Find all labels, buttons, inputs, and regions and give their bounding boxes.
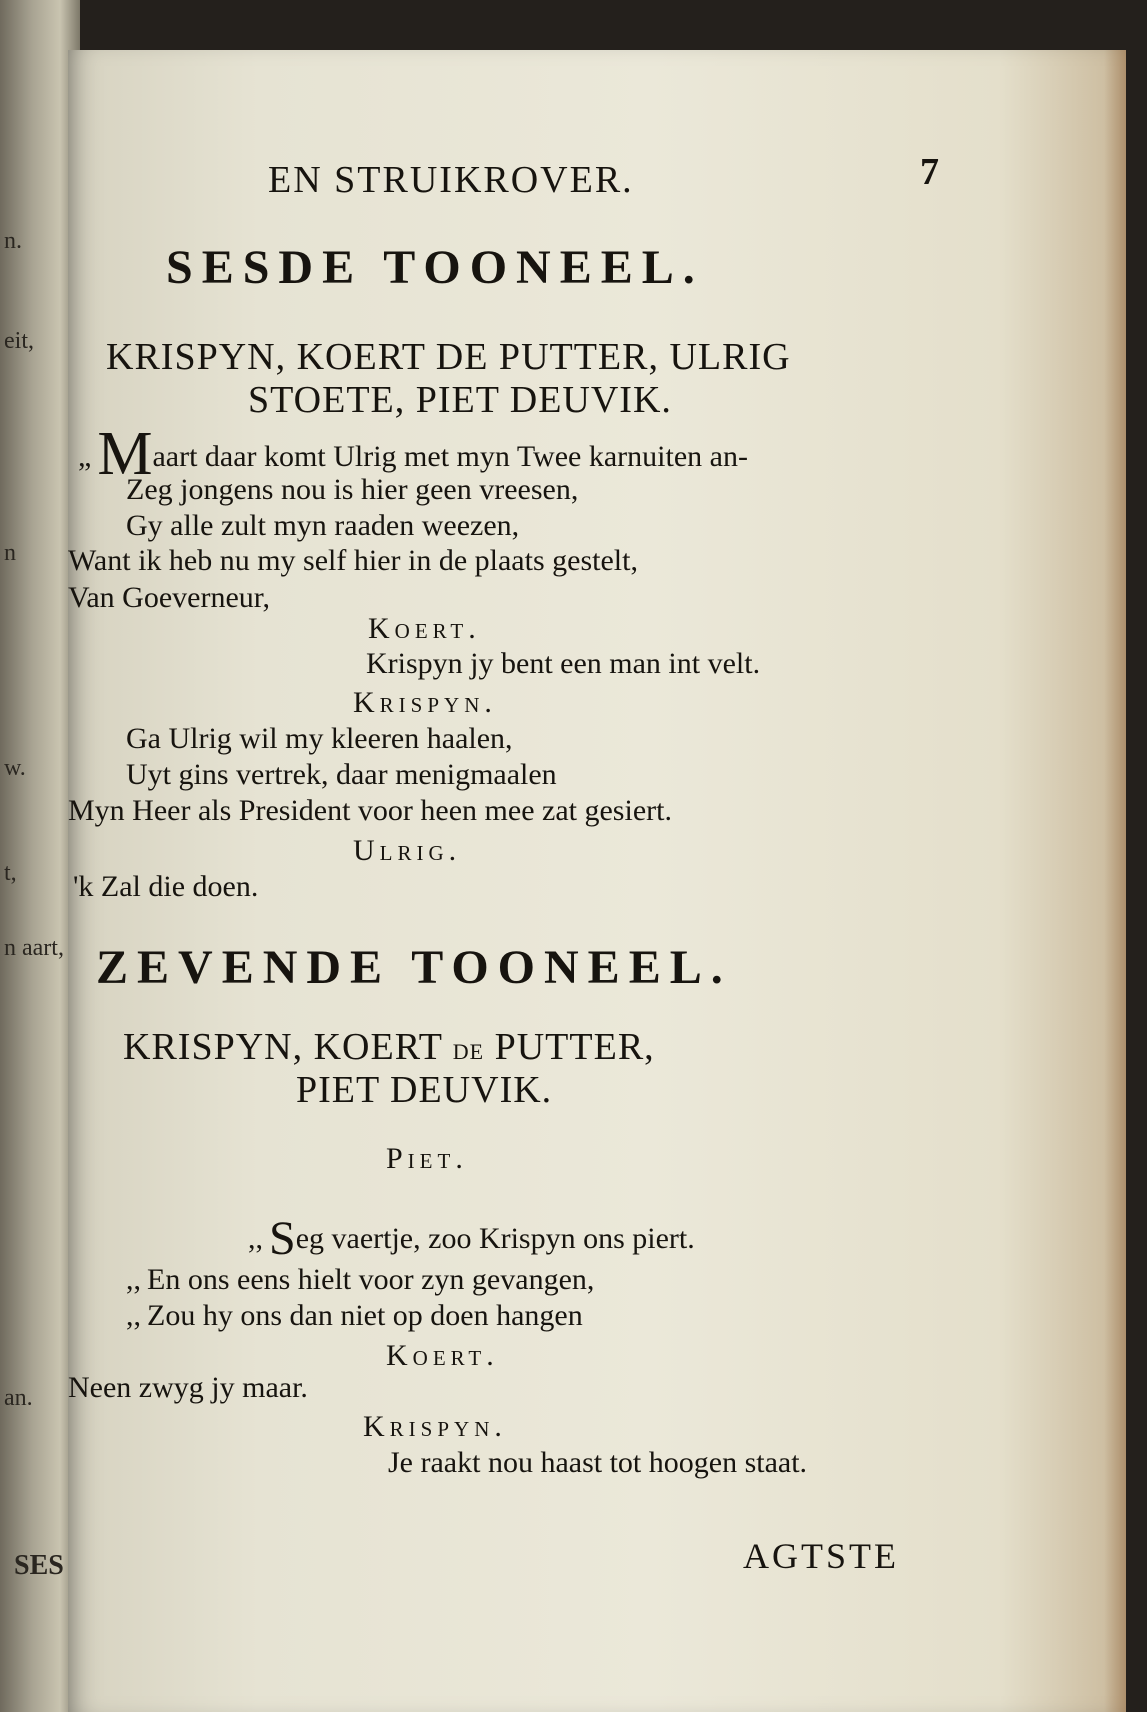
verse-text: eg vaertje, zoo Krispyn ons piert. <box>295 1222 695 1255</box>
facing-page-catchword: SES <box>14 1550 64 1581</box>
verse-line: Krispyn jy bent een man int velt. <box>366 647 761 680</box>
book-page <box>68 50 1126 1712</box>
margin-fragment: n aart, <box>4 935 64 961</box>
verse-line <box>126 1263 594 1297</box>
margin-fragment: eit, <box>4 328 34 354</box>
initial-letter: M <box>97 420 153 488</box>
verse-line: Van Goeverneur, <box>68 581 271 614</box>
cast-line: KRISPYN, KOERT DE PUTTER, ULRIG <box>106 336 791 378</box>
quote-mark: ,, <box>248 1222 263 1255</box>
cast-names: KRISPYN, KOERT <box>123 1026 443 1068</box>
cast-line <box>123 1025 655 1069</box>
speaker-name: Krispyn. <box>363 1410 507 1443</box>
cast-names: PUTTER, <box>494 1026 655 1068</box>
margin-fragment: w. <box>4 755 26 781</box>
speaker-name: Krispyn. <box>353 686 497 719</box>
margin-fragment: n <box>4 540 16 566</box>
page-number: 7 <box>920 151 939 193</box>
page-edge-stain <box>1104 50 1126 1712</box>
speaker-name: Piet. <box>386 1142 468 1175</box>
initial-letter: S <box>269 1212 296 1265</box>
speaker-name: Koert. <box>368 612 481 645</box>
scene-heading: ZEVENDE TOONEEL. <box>96 941 732 994</box>
speaker-name: Ulrig. <box>353 834 462 867</box>
margin-fragment: n. <box>4 228 22 254</box>
verse-text: En ons eens hielt voor zyn gevangen, <box>147 1263 595 1296</box>
verse-line <box>248 1212 695 1265</box>
cast-line: STOETE, PIET DEUVIK. <box>248 379 672 421</box>
verse-line: Want ik heb nu my self hier in de plaats gestelt, <box>68 544 638 577</box>
verse-line: Zeg jongens nou is hier geen vreesen, <box>126 473 579 506</box>
verse-line: Myn Heer als President voor heen mee zat gesiert. <box>68 794 672 827</box>
verse-text: aart daar komt Ulrig met myn Twee karnuiten an- <box>152 440 748 473</box>
verse-line: Neen zwyg jy maar. <box>68 1371 308 1404</box>
quote-mark: „ <box>78 440 92 473</box>
verse-line <box>78 420 748 488</box>
catchword: AGTSTE <box>743 1536 899 1576</box>
verse-line: Ga Ulrig wil my kleeren haalen, <box>126 722 513 755</box>
margin-fragment: t, <box>4 860 17 886</box>
verse-line: Je raakt nou haast tot hoogen staat. <box>388 1446 808 1479</box>
quote-mark: ,, <box>126 1263 141 1296</box>
cast-line: PIET DEUVIK. <box>296 1069 553 1111</box>
margin-fragment: an. <box>4 1385 33 1411</box>
scene-heading: SESDE TOONEEL. <box>166 241 704 294</box>
cast-particle: DE <box>452 1039 485 1064</box>
verse-line <box>126 1299 583 1333</box>
verse-line: 'k Zal die doen. <box>73 870 259 903</box>
verse-text: Zou hy ons dan niet op doen hangen <box>147 1299 583 1332</box>
quote-mark: ,, <box>126 1299 141 1332</box>
verse-line: Gy alle zult myn raaden weezen, <box>126 509 520 542</box>
speaker-name: Koert. <box>386 1339 499 1372</box>
verse-line: Uyt gins vertrek, daar menigmaalen <box>126 758 557 791</box>
running-head: EN STRUIKROVER. <box>268 159 634 201</box>
